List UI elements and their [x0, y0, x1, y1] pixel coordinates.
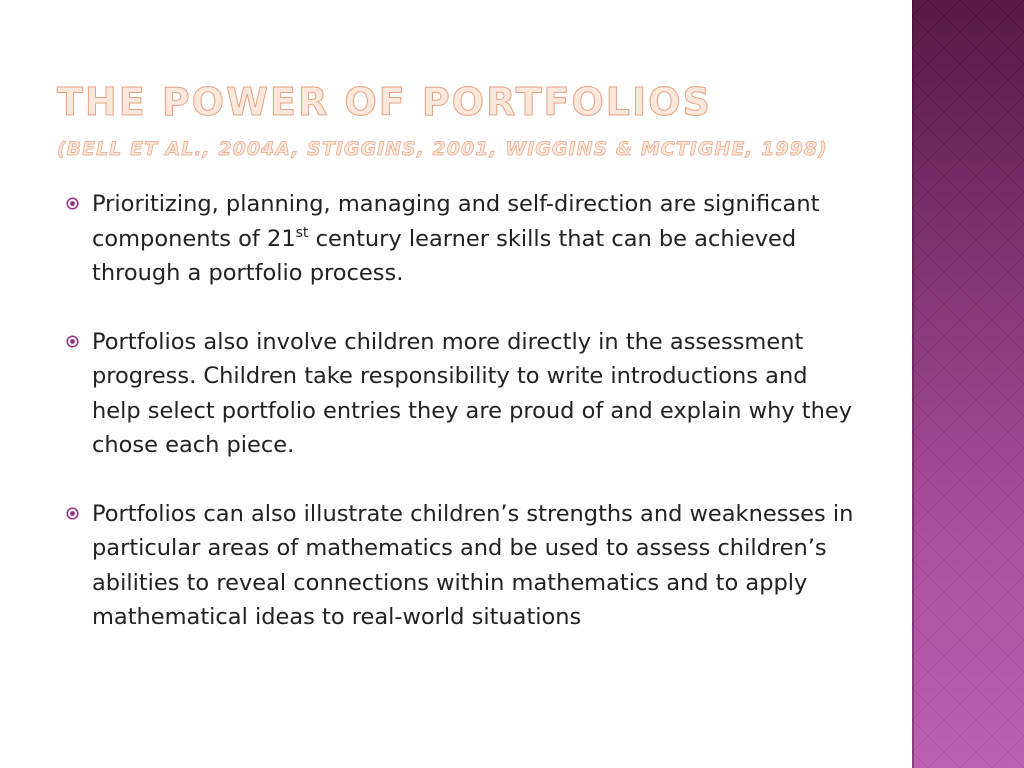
- side-band-edge: [912, 0, 914, 768]
- circle-dot-icon: [66, 335, 79, 348]
- ordinal-superscript: st: [295, 224, 309, 241]
- circle-dot-icon: [66, 507, 79, 520]
- slide-subtitle-citation: (BELL ET AL., 2004A, STIGGINS, 2001, WIGGINS & MCTIGHE, 1998): [57, 138, 828, 160]
- bullet-text-1: [92, 187, 860, 291]
- bullet-text-3: Portfolios can also illustrate children’s strengths and weaknesses in particular areas of mathematics and be used to assess children’s abilities to reveal connections within mathematics and to apply mathematical ideas to real-world situations: [92, 500, 854, 630]
- bullet-item-2: [60, 325, 860, 463]
- diamond-pattern: [912, 0, 1024, 768]
- bullet-item-1: [60, 187, 860, 291]
- bullet-text-1-main: Prioritizing, planning, managing and self-direction are significant components of 21: [92, 191, 820, 252]
- bullet-text-1-rest: century learner skills that can be achieved through a portfolio process.: [92, 225, 797, 286]
- decorative-side-band: [912, 0, 1024, 768]
- bullet-item-3: [60, 497, 860, 635]
- bullet-list: [60, 187, 860, 635]
- circle-dot-icon: [66, 197, 79, 210]
- slide-title: THE POWER OF PORTFOLIOS: [57, 80, 712, 124]
- bullet-text-2: Portfolios also involve children more directly in the assessment progress. Children take responsibility to write introductions and help select portfolio entries they are proud of and explain why they chose each piece.: [92, 328, 853, 458]
